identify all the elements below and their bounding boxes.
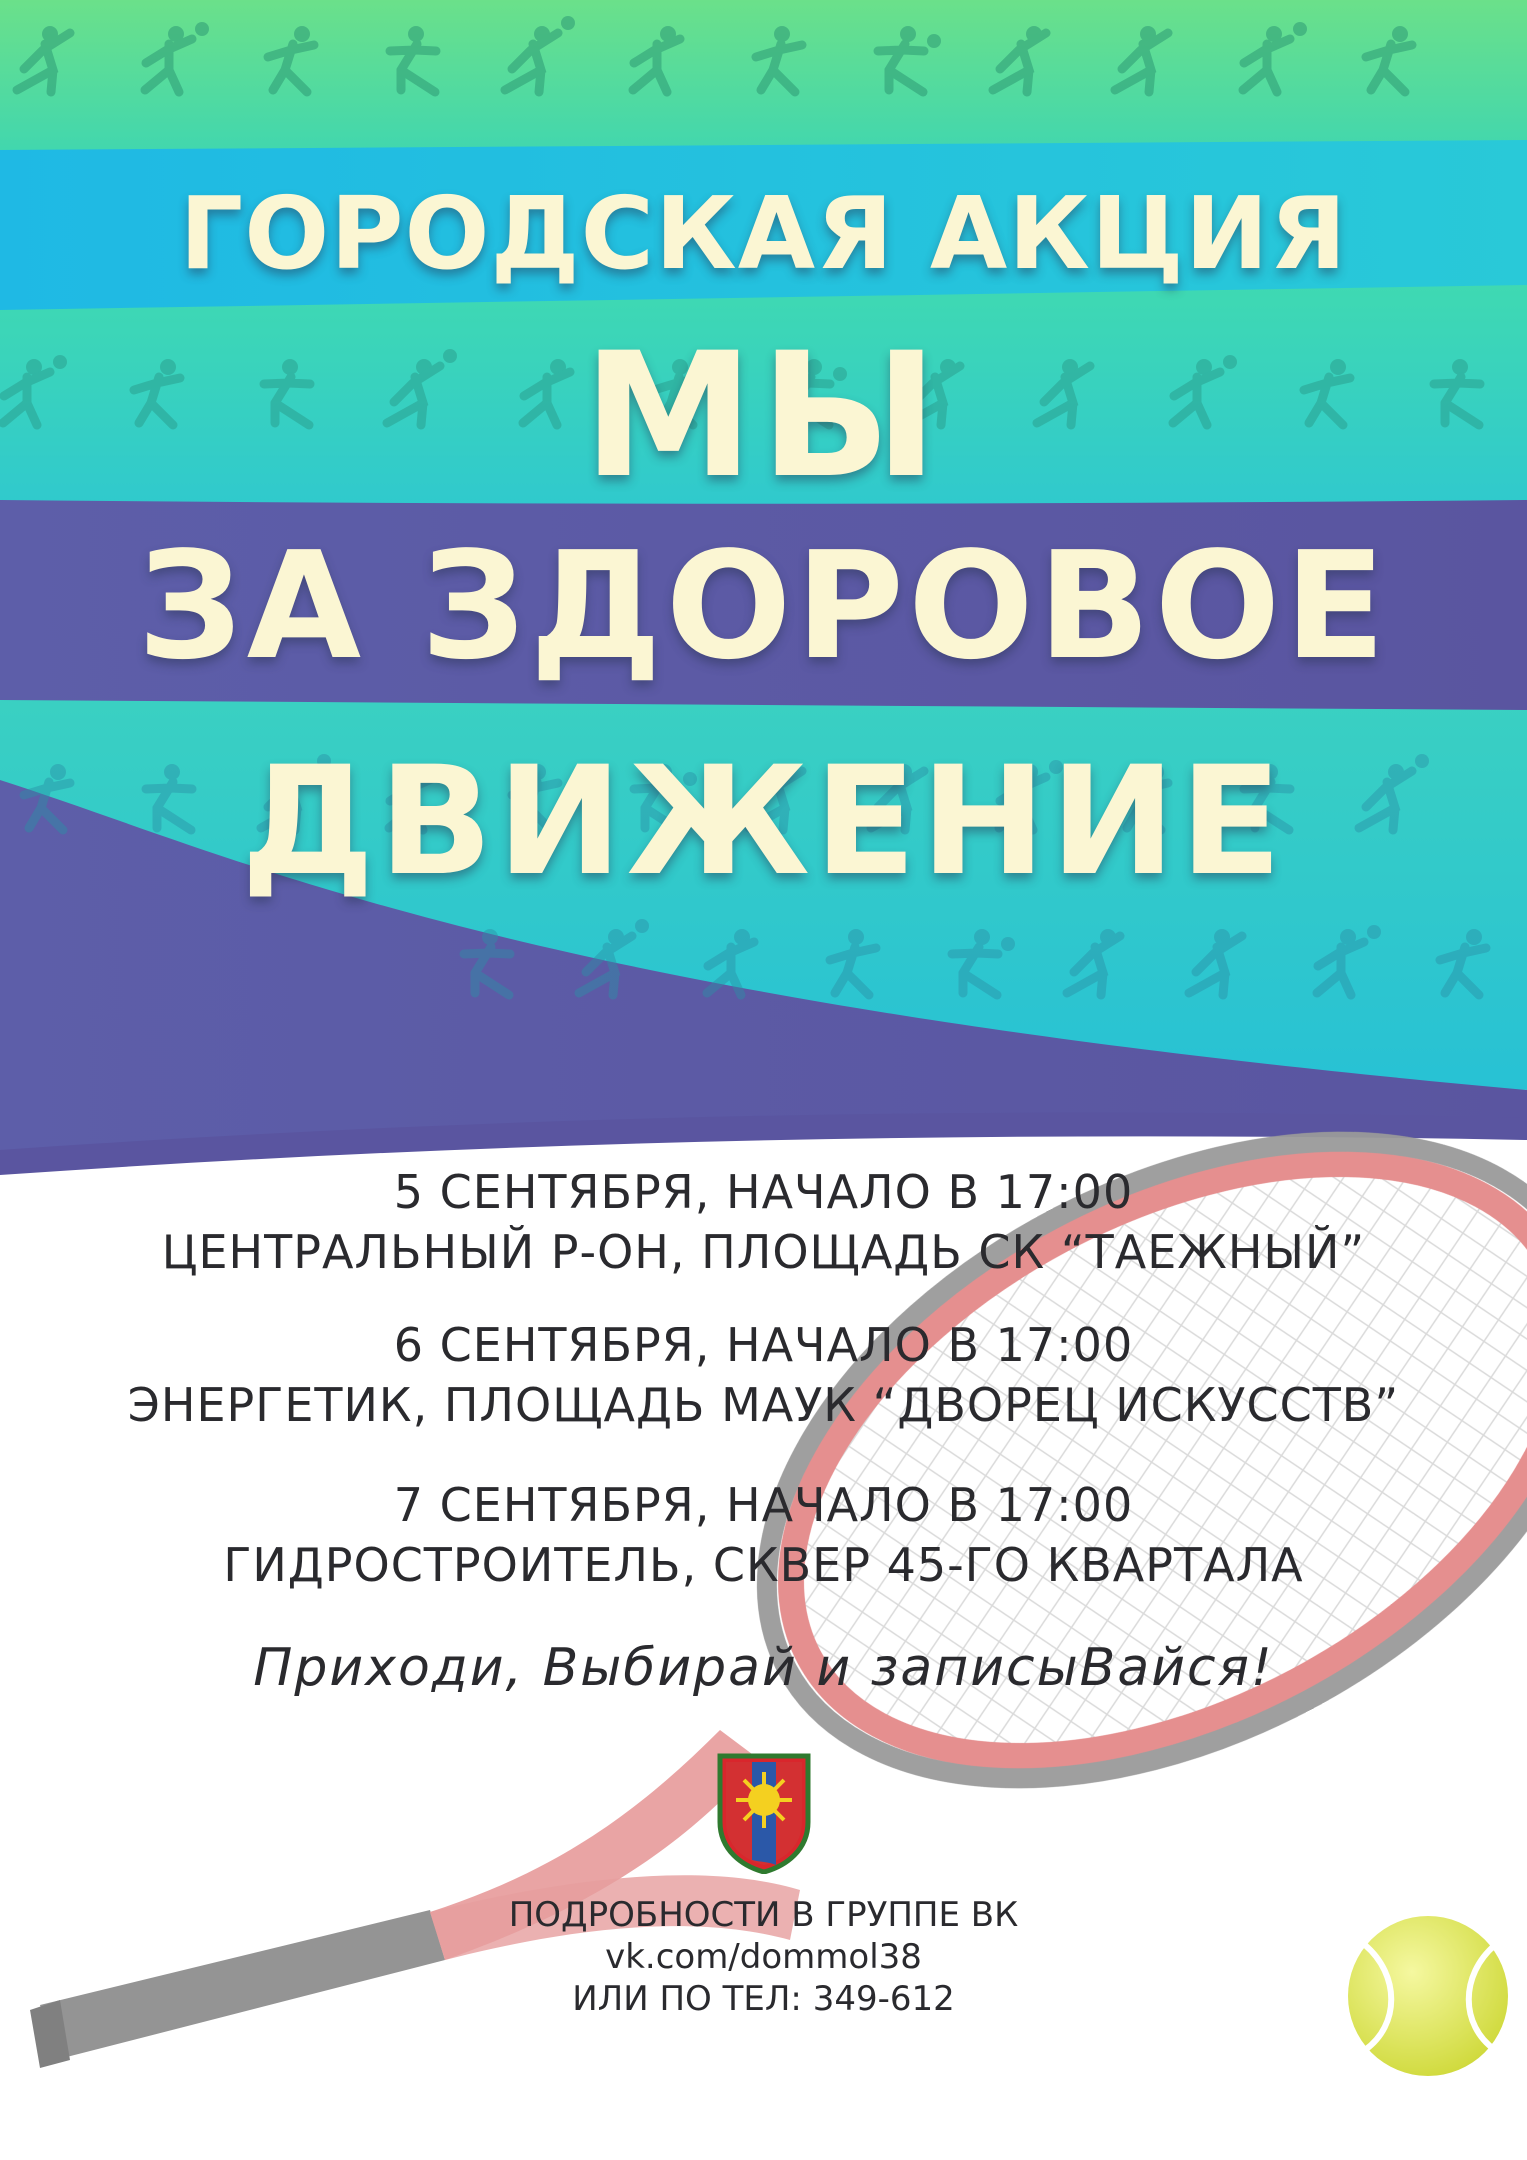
contact-line-1: ПОДРОБНОСТИ В ГРУППЕ ВК	[508, 1895, 1019, 1935]
event-1-date: 5 СЕНТЯБРЯ, НАЧАЛО В 17:00	[393, 1165, 1134, 1219]
city-crest-icon	[716, 1752, 812, 1874]
event-2-place: ЭНЕРГЕТИК, ПЛОЩАДЬ МАУК “ДВОРЕЦ ИСКУССТВ”	[127, 1378, 1400, 1432]
tagline: Приходи, Выбирай и записыВайся!	[253, 1638, 1274, 1698]
contact-phone: ИЛИ ПО ТЕЛ: 349-612	[572, 1979, 955, 2019]
event-1-place: ЦЕНТРАЛЬНЫЙ Р-ОН, ПЛОЩАДЬ СК “ТАЕЖНЫЙ”	[161, 1225, 1366, 1279]
title-line-2: МЫ	[582, 315, 945, 516]
contact-vk-link[interactable]: vk.com/dommol38	[605, 1937, 922, 1977]
event-3-place: ГИДРОСТРОИТЕЛЬ, СКВЕР 45-ГО КВАРТАЛА	[223, 1538, 1304, 1592]
title-line-4: ДВИЖЕНИЕ	[240, 735, 1287, 909]
title-line-1: ГОРОДСКАЯ АКЦИЯ	[179, 175, 1348, 292]
event-3-date: 7 СЕНТЯБРЯ, НАЧАЛО В 17:00	[393, 1478, 1134, 1532]
event-2-date: 6 СЕНТЯБРЯ, НАЧАЛО В 17:00	[393, 1318, 1134, 1372]
title-line-3: ЗА ЗДОРОВОЕ	[137, 520, 1390, 692]
